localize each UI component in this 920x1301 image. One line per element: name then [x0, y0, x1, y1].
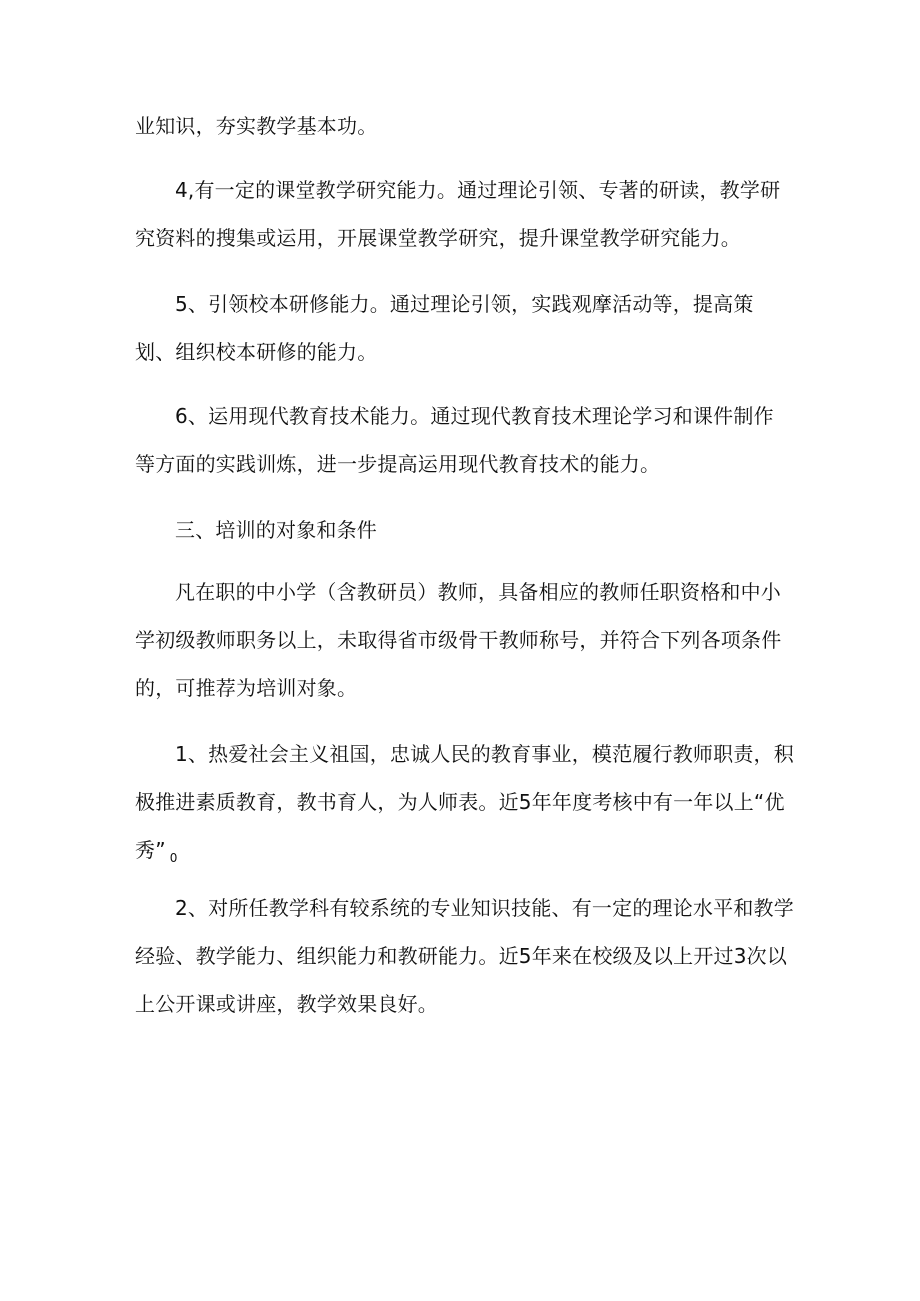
text-line-11: 的，可推荐为培训对象。	[135, 676, 358, 700]
text-line-4: 5、引领校本研修能力。通过理论引领，实践观摩活动等，提高策	[175, 292, 754, 316]
text-line-16: 经验、教学能力、组织能力和教研能力。近5年来在校级及以上开过3次以	[135, 944, 788, 968]
text-line-2: 4,有一定的课堂教学研究能力。通过理论引领、专著的研读，教学研	[175, 178, 781, 202]
text-line-14-main: 秀”	[135, 838, 166, 862]
text-line-9: 凡在职的中小学（含教研员）教师，具备相应的教师任职资格和中小	[175, 580, 781, 604]
section-heading: 三、培训的对象和条件	[175, 518, 377, 542]
text-line-1: 业知识，夯实教学基本功。	[135, 114, 378, 138]
text-line-17: 上公开课或讲座，教学效果良好。	[135, 992, 438, 1016]
text-line-13: 极推进素质教育，教书育人，为人师表。近5年年度考核中有一年以上“优	[135, 790, 785, 814]
text-line-6: 6、运用现代教育技术能力。通过现代教育技术理论学习和课件制作	[175, 404, 774, 428]
text-line-10: 学初级教师职务以上，未取得省市级骨干教师称号，并符合下列各项条件	[135, 628, 782, 652]
text-line-15: 2、对所任教学科有较系统的专业知识技能、有一定的理论水平和教学	[175, 896, 794, 920]
text-line-14	[135, 836, 178, 864]
text-line-7: 等方面的实践训炼，进一步提高运用现代教育技术的能力。	[135, 452, 661, 476]
text-line-14-tail: 0	[169, 851, 178, 865]
text-line-5: 划、组织校本研修的能力。	[135, 340, 378, 364]
text-line-3: 究资料的搜集或运用，开展课堂教学研究，提升课堂教学研究能力。	[135, 226, 741, 250]
text-line-12: 1、热爱社会主义祖国，忠诚人民的教育事业，模范履行教师职责，积	[175, 742, 794, 766]
